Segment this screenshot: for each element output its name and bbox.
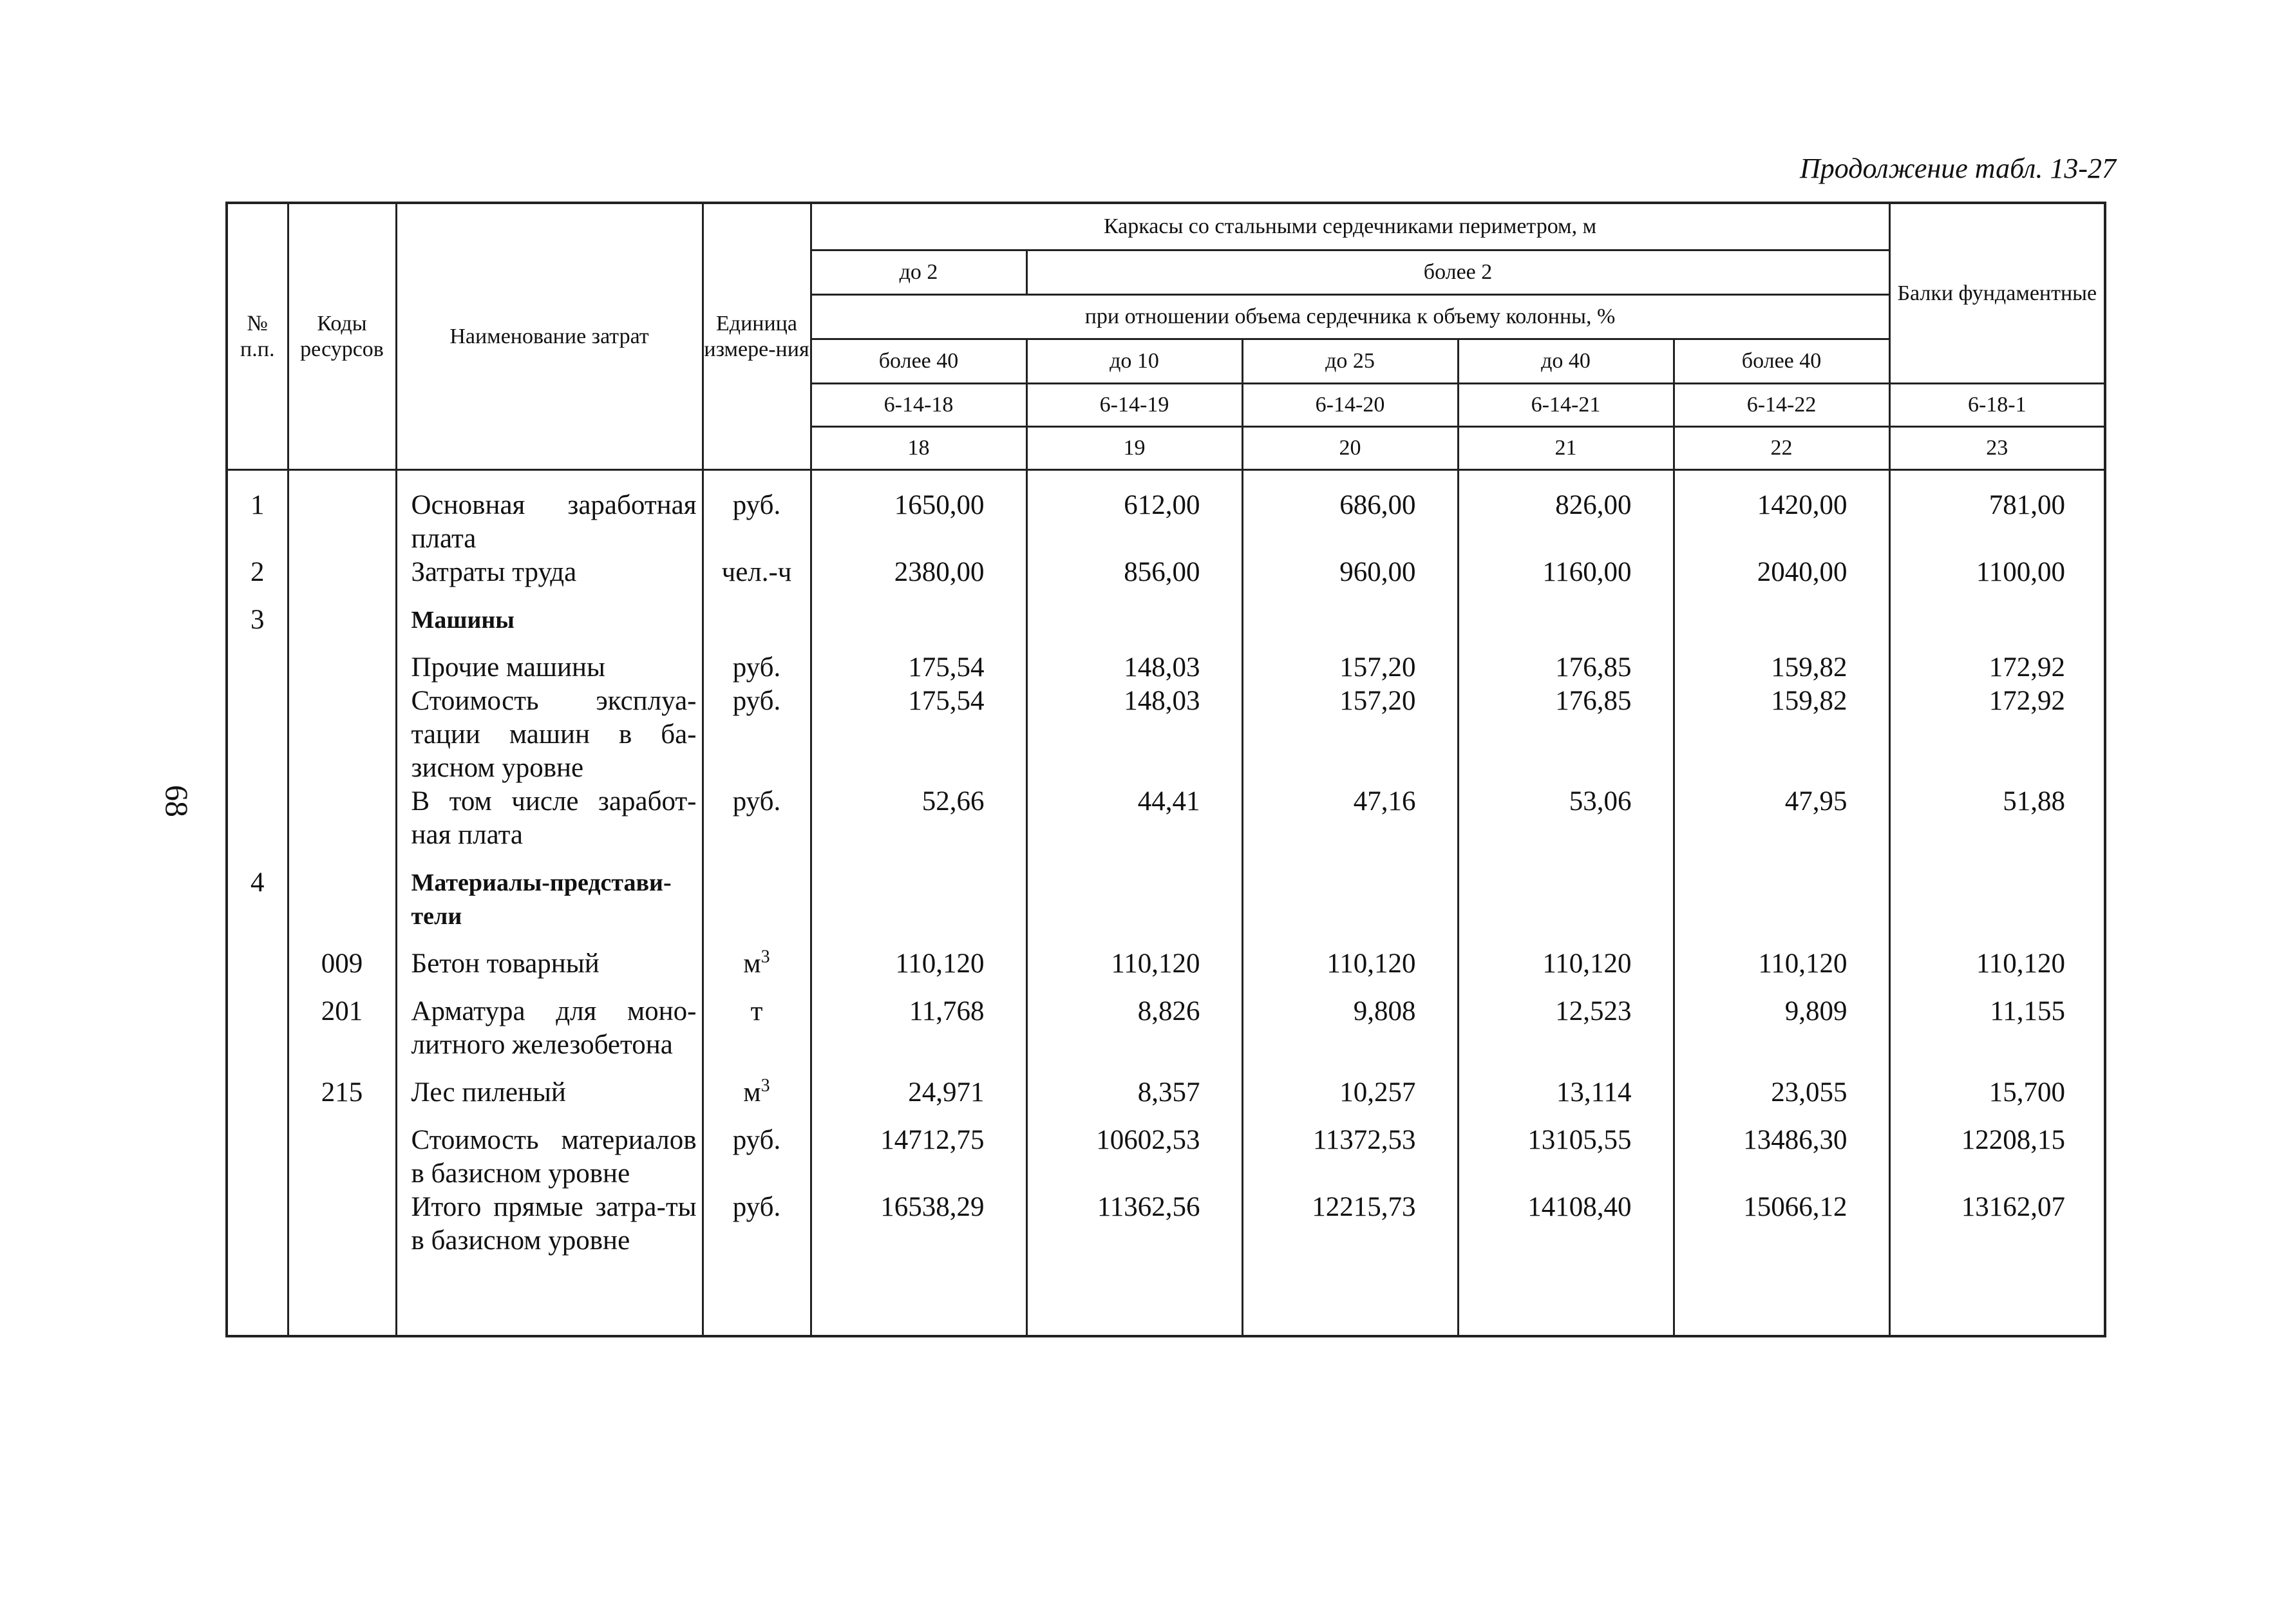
row-number (227, 1191, 288, 1258)
header-column-number: 22 (1674, 427, 1889, 470)
value-cell: 47,16 (1242, 785, 1458, 852)
value-cell: 13162,07 (1889, 1191, 2105, 1258)
header-column-number: 20 (1242, 427, 1458, 470)
value-cell: 176,85 (1458, 637, 1674, 685)
unit-cell (703, 1109, 811, 1191)
unit-cell (703, 852, 811, 933)
unit-cell (703, 933, 811, 981)
value-cell (1026, 852, 1242, 933)
value-cell: 856,00 (1026, 556, 1242, 589)
value-cell: 157,20 (1242, 637, 1458, 685)
empty-cell (703, 1258, 811, 1336)
value-cell: 10,257 (1242, 1062, 1458, 1109)
header-ratio-label: при отношении объема сердечника к объему колонны, % (811, 295, 1889, 339)
header-codes: Коды ресурсов (288, 203, 396, 470)
header-sub: более 40 (811, 339, 1026, 384)
empty-cell (1458, 1258, 1674, 1336)
row-number (227, 981, 288, 1062)
unit: руб. (732, 490, 781, 520)
value-cell: 13486,30 (1674, 1109, 1889, 1191)
value-cell: 172,92 (1889, 637, 2105, 685)
empty-cell (1026, 1258, 1242, 1336)
table-row (227, 1109, 2105, 1191)
value-cell: 51,88 (1889, 785, 2105, 852)
header-column-number: 23 (1889, 427, 2105, 470)
resource-code: 201 (288, 981, 396, 1062)
resource-code (288, 470, 396, 556)
value-cell: 148,03 (1026, 637, 1242, 685)
value-cell: 110,120 (1026, 933, 1242, 981)
value-cell: 12215,73 (1242, 1191, 1458, 1258)
value-cell (1889, 589, 2105, 637)
value-cell (811, 589, 1026, 637)
cost-name: В том числе заработ-ная плата (396, 785, 703, 852)
resource-code (288, 1191, 396, 1258)
table-row (227, 637, 2105, 685)
page-number: 68 (159, 785, 195, 817)
table-row (227, 1062, 2105, 1109)
value-cell: 1100,00 (1889, 556, 2105, 589)
cost-name: Затраты труда (396, 556, 703, 589)
value-cell: 686,00 (1242, 470, 1458, 556)
resource-code (288, 785, 396, 852)
value-cell: 175,54 (811, 685, 1026, 785)
value-cell: 1650,00 (811, 470, 1026, 556)
resource-code (288, 556, 396, 589)
value-cell: 10602,53 (1026, 1109, 1242, 1191)
header-sub: до 40 (1458, 339, 1674, 384)
row-number (227, 933, 288, 981)
row-number (227, 637, 288, 685)
value-cell: 1420,00 (1674, 470, 1889, 556)
value-cell (1242, 852, 1458, 933)
value-cell: 24,971 (811, 1062, 1026, 1109)
value-cell: 44,41 (1026, 785, 1242, 852)
unit-cell (703, 637, 811, 685)
unit-cell (703, 1062, 811, 1109)
header-code: 6-14-19 (1026, 384, 1242, 427)
value-cell: 14712,75 (811, 1109, 1026, 1191)
table-row (227, 556, 2105, 589)
value-cell: 12,523 (1458, 981, 1674, 1062)
header-beams-group: Балки фундаментные (1889, 203, 2105, 384)
filler-row (227, 1258, 2105, 1336)
table-header (227, 203, 2105, 470)
value-cell: 2380,00 (811, 556, 1026, 589)
value-cell: 23,055 (1674, 1062, 1889, 1109)
row-number (227, 1109, 288, 1191)
unit-cell (703, 470, 811, 556)
value-cell: 47,95 (1674, 785, 1889, 852)
resource-code (288, 637, 396, 685)
row-number: 3 (227, 589, 288, 637)
value-cell: 11362,56 (1026, 1191, 1242, 1258)
value-cell: 110,120 (1458, 933, 1674, 981)
value-cell: 159,82 (1674, 685, 1889, 785)
header-sub: до 25 (1242, 339, 1458, 384)
value-cell: 612,00 (1026, 470, 1242, 556)
header-code: 6-18-1 (1889, 384, 2105, 427)
resource-code (288, 685, 396, 785)
header-code: 6-14-20 (1242, 384, 1458, 427)
value-cell: 157,20 (1242, 685, 1458, 785)
cost-name: Бетон товарный (396, 933, 703, 981)
cost-table (225, 202, 2106, 1337)
cost-name: Стоимость материалов в базисном уровне (396, 1109, 703, 1191)
unit: м (743, 1077, 761, 1108)
unit-cell (703, 1191, 811, 1258)
header-name: Наименование затрат (396, 203, 703, 470)
value-cell: 9,809 (1674, 981, 1889, 1062)
cost-name: Итого прямые затра-ты в базисном уровне (396, 1191, 703, 1258)
unit-cell (703, 981, 811, 1062)
value-cell: 11372,53 (1242, 1109, 1458, 1191)
row-number (227, 785, 288, 852)
row-number (227, 685, 288, 785)
cost-name: Стоимость эксплуа-тации машин в ба-зисном уровне (396, 685, 703, 785)
value-cell: 148,03 (1026, 685, 1242, 785)
header-code: 6-14-21 (1458, 384, 1674, 427)
value-cell: 826,00 (1458, 470, 1674, 556)
value-cell: 175,54 (811, 637, 1026, 685)
value-cell: 15066,12 (1674, 1191, 1889, 1258)
header-code: 6-14-18 (811, 384, 1026, 427)
header-column-number: 21 (1458, 427, 1674, 470)
header-frames-group: Каркасы со стальными сердечниками периметром, м (811, 203, 1889, 250)
value-cell: 8,357 (1026, 1062, 1242, 1109)
value-cell (1458, 852, 1674, 933)
row-number: 2 (227, 556, 288, 589)
empty-cell (1674, 1258, 1889, 1336)
unit-cell (703, 685, 811, 785)
row-number (227, 1062, 288, 1109)
value-cell: 2040,00 (1674, 556, 1889, 589)
value-cell (1458, 589, 1674, 637)
unit: руб. (732, 686, 781, 716)
value-cell: 110,120 (1889, 933, 2105, 981)
cost-name: Материалы-представи-тели (396, 852, 703, 933)
table-row (227, 1191, 2105, 1258)
value-cell (1674, 589, 1889, 637)
value-cell: 11,155 (1889, 981, 2105, 1062)
value-cell: 172,92 (1889, 685, 2105, 785)
value-cell: 13,114 (1458, 1062, 1674, 1109)
value-cell: 159,82 (1674, 637, 1889, 685)
empty-cell (288, 1258, 396, 1336)
header-column-number: 18 (811, 427, 1026, 470)
value-cell: 110,120 (1242, 933, 1458, 981)
table-row (227, 852, 2105, 933)
header-column-number: 19 (1026, 427, 1242, 470)
resource-code (288, 1109, 396, 1191)
value-cell (811, 852, 1026, 933)
value-cell: 13105,55 (1458, 1109, 1674, 1191)
unit: руб. (732, 1125, 781, 1155)
cost-name: Лес пиленый (396, 1062, 703, 1109)
value-cell: 52,66 (811, 785, 1026, 852)
resource-code: 215 (288, 1062, 396, 1109)
header-unit: Единица измере-ния (703, 203, 811, 470)
value-cell: 16538,29 (811, 1191, 1026, 1258)
row-number: 4 (227, 852, 288, 933)
value-cell: 110,120 (811, 933, 1026, 981)
empty-cell (227, 1258, 288, 1336)
value-cell: 9,808 (1242, 981, 1458, 1062)
value-cell (1026, 589, 1242, 637)
table-body (227, 470, 2105, 1337)
cost-name: Машины (396, 589, 703, 637)
unit-cell (703, 556, 811, 589)
value-cell: 960,00 (1242, 556, 1458, 589)
table-row (227, 981, 2105, 1062)
value-cell: 781,00 (1889, 470, 2105, 556)
resource-code: 009 (288, 933, 396, 981)
value-cell: 11,768 (811, 981, 1026, 1062)
value-cell: 53,06 (1458, 785, 1674, 852)
empty-cell (1242, 1258, 1458, 1336)
value-cell (1242, 589, 1458, 637)
value-cell: 12208,15 (1889, 1109, 2105, 1191)
header-num: № п.п. (227, 203, 288, 470)
unit: руб. (732, 652, 781, 683)
unit: руб. (732, 786, 781, 817)
header-perimeter-over2: более 2 (1026, 250, 1889, 295)
value-cell: 15,700 (1889, 1062, 2105, 1109)
table-row (227, 685, 2105, 785)
cost-name: Основная заработная плата (396, 470, 703, 556)
table-caption: Продолжение табл. 13-27 (1800, 153, 2116, 184)
table-row (227, 589, 2105, 637)
empty-cell (1889, 1258, 2105, 1336)
resource-code (288, 589, 396, 637)
unit: м (743, 949, 761, 979)
empty-cell (396, 1258, 703, 1336)
unit: руб. (732, 1192, 781, 1222)
table-row (227, 933, 2105, 981)
unit-cell (703, 589, 811, 637)
row-number: 1 (227, 470, 288, 556)
unit: чел.-ч (721, 557, 792, 587)
value-cell (1889, 852, 2105, 933)
value-cell: 1160,00 (1458, 556, 1674, 589)
value-cell: 110,120 (1674, 933, 1889, 981)
resource-code (288, 852, 396, 933)
unit-exponent: 3 (761, 947, 770, 967)
header-sub: более 40 (1674, 339, 1889, 384)
unit-cell (703, 785, 811, 852)
header-sub: до 10 (1026, 339, 1242, 384)
value-cell: 8,826 (1026, 981, 1242, 1062)
header-perimeter-upto2: до 2 (811, 250, 1026, 295)
cost-name: Прочие машины (396, 637, 703, 685)
header-code: 6-14-22 (1674, 384, 1889, 427)
table-row (227, 785, 2105, 852)
unit-exponent: 3 (761, 1075, 770, 1096)
empty-cell (811, 1258, 1026, 1336)
cost-name: Арматура для моно-литного железобетона (396, 981, 703, 1062)
unit: т (750, 996, 763, 1026)
table-row (227, 470, 2105, 556)
value-cell (1674, 852, 1889, 933)
value-cell: 176,85 (1458, 685, 1674, 785)
value-cell: 14108,40 (1458, 1191, 1674, 1258)
